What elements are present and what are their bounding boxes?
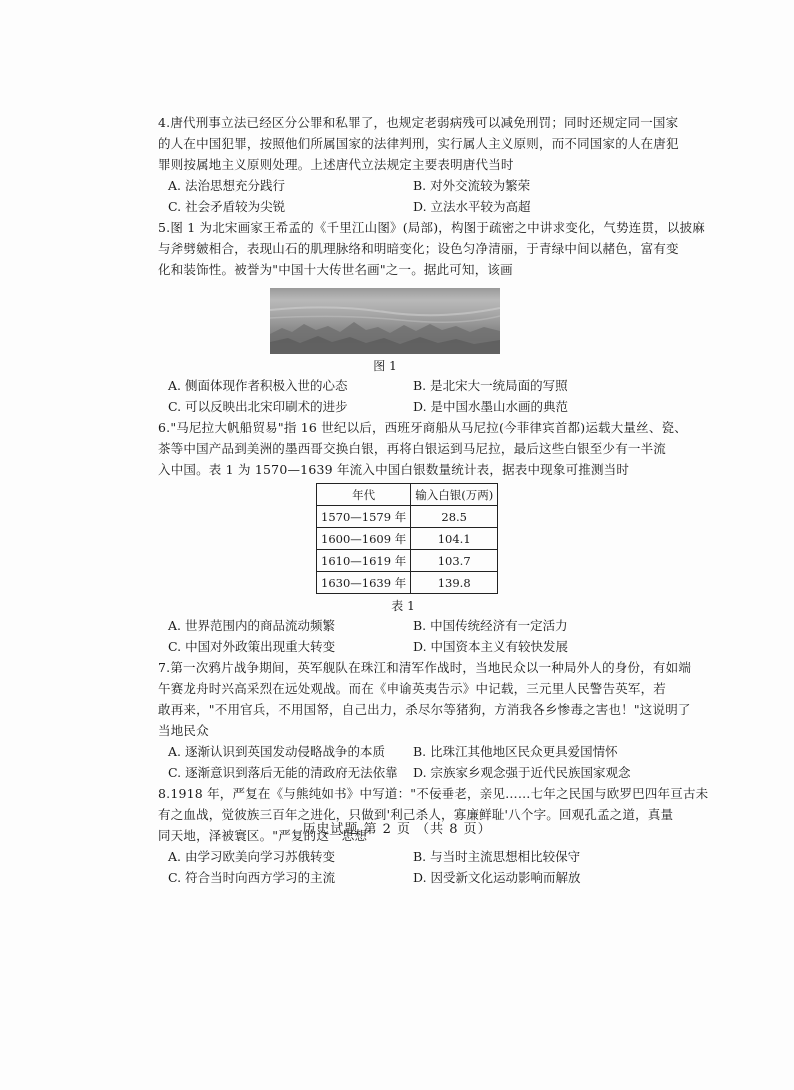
option-d[interactable]: D. 立法水平较为高超 [413, 199, 531, 214]
question-7-line-4: 当地民众 [158, 723, 209, 738]
question-5-line-3: 化和装饰性。被誉为"中国十大传世名画"之一。据此可知，该画 [158, 262, 513, 277]
table-header-row [317, 484, 498, 506]
option-d[interactable]: D. 中国资本主义有较快发展 [413, 639, 569, 654]
option-d[interactable]: D. 宗族家乡观念强于近代民族国家观念 [413, 765, 631, 780]
question-6-line-1: 6."马尼拉大帆船贸易"指 16 世纪以后，西班牙商船从马尼拉(今菲律宾首都)运载大量丝、瓷、 [158, 420, 687, 435]
question-6 [158, 417, 687, 657]
question-7 [158, 657, 692, 783]
option-b[interactable]: B. 对外交流较为繁荣 [413, 178, 531, 193]
table-cell: 103.7 [411, 550, 498, 572]
table-cell: 104.1 [411, 528, 498, 550]
question-8-line-3: 同天地，泽被寰区。"严复的这一思想 [158, 828, 368, 843]
table-1 [316, 483, 494, 615]
table-cell: 139.8 [411, 572, 498, 594]
option-c[interactable]: C. 可以反映出北宋印刷术的进步 [168, 399, 348, 414]
table-row [317, 572, 498, 594]
question-7-line-1: 7.第一次鸦片战争期间，英军舰队在珠江和清军作战时，当地民众以一种局外人的身份，有如端 [158, 660, 692, 675]
question-5-line-2: 与斧劈皴相合，表现山石的肌理脉络和明暗变化；设色匀净清丽，于青绿中间以赭色，富有变 [158, 241, 679, 256]
option-a[interactable]: A. 由学习欧美向学习苏俄转变 [168, 849, 335, 864]
option-b[interactable]: B. 是北宋大一统局面的写照 [413, 378, 568, 393]
landscape-painting-image [270, 288, 500, 354]
table-cell: 1570—1579 年 [317, 506, 411, 528]
figure-1 [270, 288, 500, 375]
question-8-options [158, 846, 658, 888]
question-5-line-1: 5.图 1 为北宋画家王希孟的《千里江山图》(局部)，构图于疏密之中讲求变化，气势连贯，以披麻 [158, 220, 705, 235]
table-cell: 1600—1609 年 [317, 528, 411, 550]
question-7-options [158, 741, 658, 783]
figure-caption: 图 1 [373, 359, 397, 373]
table-cell: 1630—1639 年 [317, 572, 411, 594]
table-row [317, 528, 498, 550]
painting-illustration [270, 288, 500, 354]
question-4-line-3: 罪则按属地主义原则处理。上述唐代立法规定主要表明唐代当时 [158, 157, 514, 172]
question-6-line-2: 茶等中国产品到美洲的墨西哥交换白银，再将白银运到马尼拉，最后这些白银至少有一半流 [158, 441, 667, 456]
question-6-line-3: 入中国。表 1 为 1570—1639 年流入中国白银数量统计表，据表中现象可推测当时 [158, 462, 630, 477]
question-5 [158, 217, 705, 417]
option-c[interactable]: C. 符合当时向西方学习的主流 [168, 870, 336, 885]
silver-import-table [316, 483, 498, 594]
option-c[interactable]: C. 社会矛盾较为尖锐 [168, 199, 286, 214]
question-5-options [158, 375, 658, 417]
option-c[interactable]: C. 中国对外政策出现重大转变 [168, 639, 336, 654]
table-cell: 28.5 [411, 506, 498, 528]
question-4-line-1: 4.唐代刑事立法已经区分公罪和私罪了，也规定老弱病残可以减免刑罚；同时还规定同一国家 [158, 115, 679, 130]
table-row [317, 550, 498, 572]
page-content [158, 112, 709, 888]
option-b[interactable]: B. 比珠江其他地区民众更具爱国情怀 [413, 744, 618, 759]
table-cell: 1610—1619 年 [317, 550, 411, 572]
table-caption: 表 1 [391, 599, 415, 613]
option-a[interactable]: A. 侧面体现作者积极入世的心态 [168, 378, 348, 393]
page-footer: 历史试题 第 2 页 （共 8 页） [302, 822, 492, 837]
table-row [317, 506, 498, 528]
question-7-line-2: 午赛龙舟时兴高采烈在远处观战。而在《申谕英夷告示》中记载，三元里人民警告英军，若 [158, 681, 667, 696]
question-7-line-3: 敢再来，"不用官兵，不用国帑，自己出力，杀尽尔等猪狗，方消我各乡惨毒之害也！"这说明了 [158, 702, 691, 717]
table-header-cell: 年代 [317, 484, 411, 506]
option-a[interactable]: A. 逐渐认识到英国发动侵略战争的本质 [168, 744, 385, 759]
question-8-line-1: 8.1918 年，严复在《与熊纯如书》中写道："不佞垂老，亲见……七年之民国与欧罗巴四年亘古未 [158, 786, 709, 801]
question-4-options [158, 175, 658, 217]
option-a[interactable]: A. 世界范围内的商品流动频繁 [168, 618, 335, 633]
question-4-line-2: 的人在中国犯罪，按照他们所属国家的法律判刑，实行属人主义原则，而不同国家的人在唐犯 [158, 136, 679, 151]
option-d[interactable]: D. 是中国水墨山水画的典范 [413, 399, 569, 414]
option-d[interactable]: D. 因受新文化运动影响而解放 [413, 870, 581, 885]
question-4 [158, 112, 679, 217]
option-b[interactable]: B. 中国传统经济有一定活力 [413, 618, 568, 633]
option-c[interactable]: C. 逐渐意识到落后无能的清政府无法依靠 [168, 765, 398, 780]
question-6-options [158, 615, 658, 657]
option-a[interactable]: A. 法治思想充分践行 [168, 178, 285, 193]
table-header-cell: 输入白银(万两) [411, 484, 498, 506]
option-b[interactable]: B. 与当时主流思想相比较保守 [413, 849, 581, 864]
question-8-line-2: 有之血战，觉彼族三百年之进化，只做到'利己杀人，寡廉鲜耻'八个字。回观孔孟之道，真量 [158, 807, 674, 822]
